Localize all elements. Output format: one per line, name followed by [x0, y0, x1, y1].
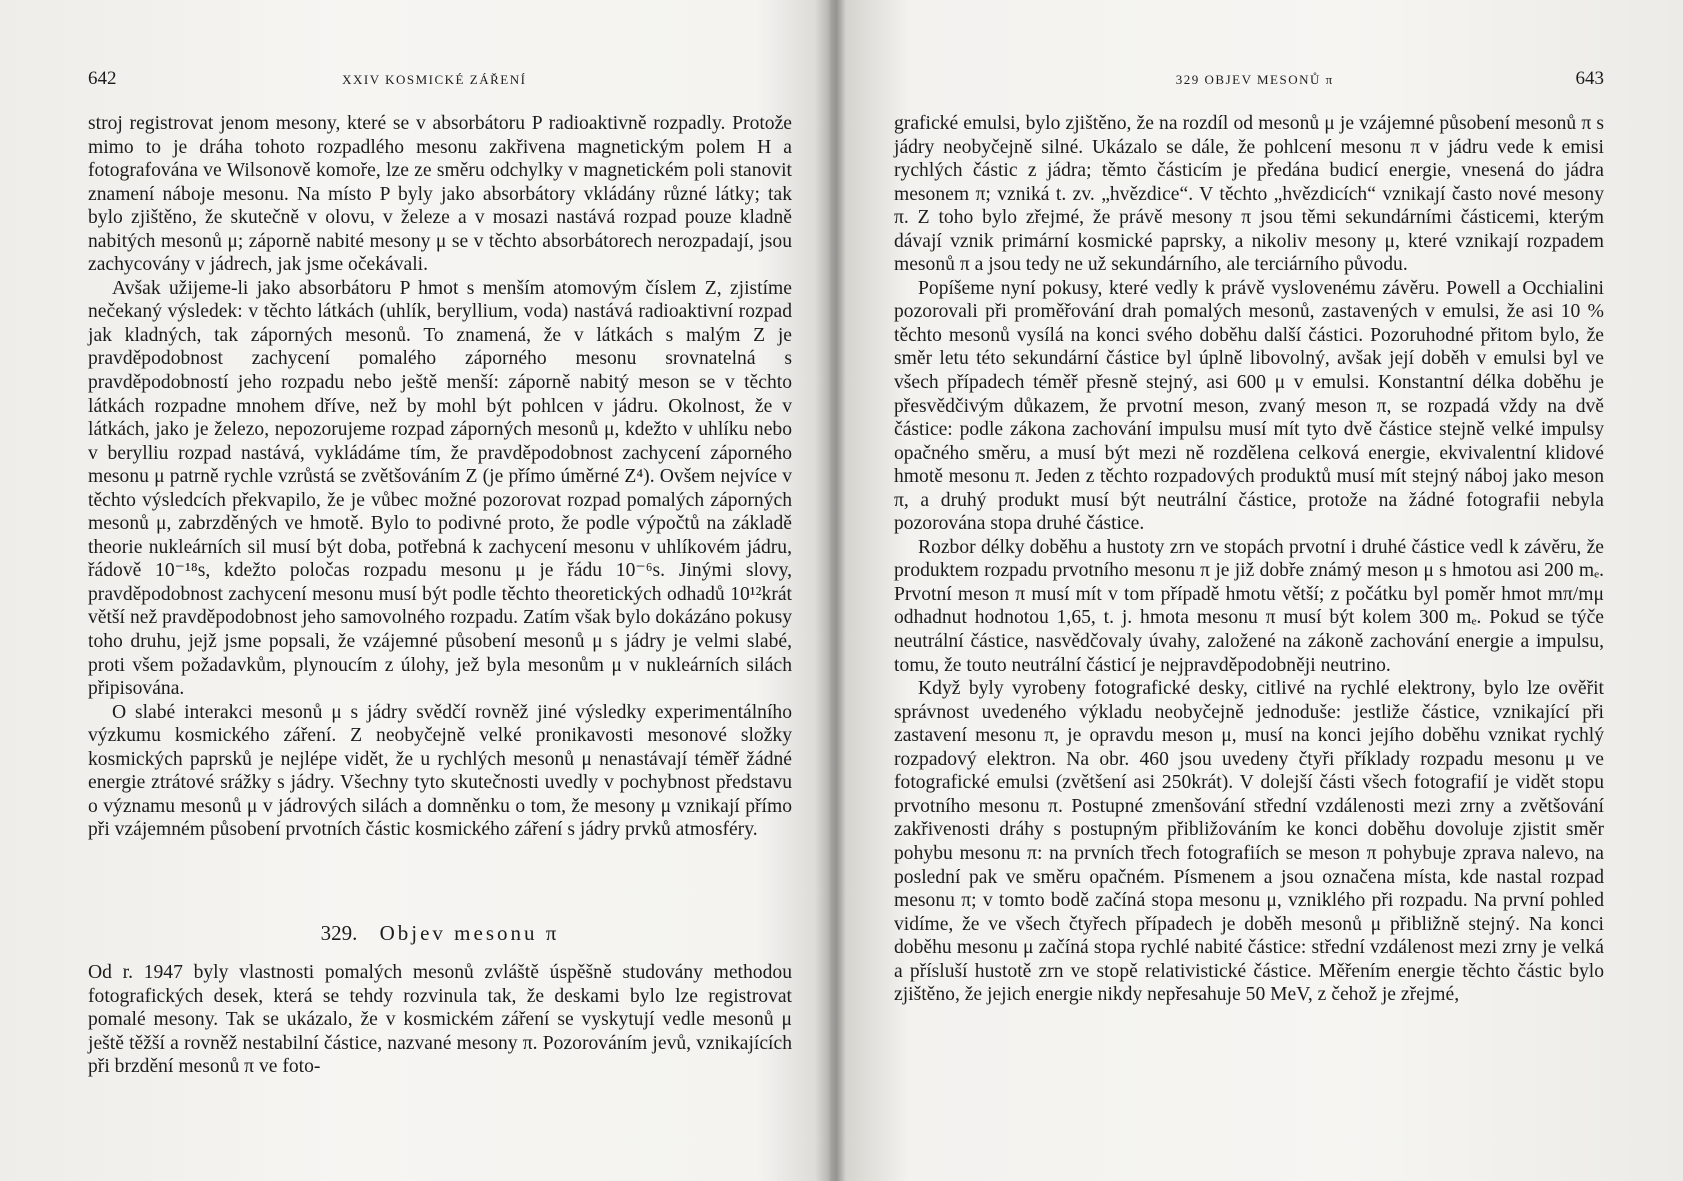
- right-body-text: [894, 112, 1604, 1007]
- left-page: [0, 0, 830, 1181]
- right-paragraph-1: grafické emulsi, bylo zjištěno, že na rozdíl od mesonů μ je vzájemné působení mesonů π s jádry neobyčejně silné. Ukázalo se dále, že pohlcení mesonu π v jádru vede k emisi rychlých částic z jádra; těmto částicím je předána budicí energie, vnesená do jádra mesonem π; vzniká t. zv. „hvězdice“. V těchto „hvězdicích“ vznikají často nové mesony π. Z toho bylo zřejmé, že právě mesony π jsou těmi sekundárními částicemi, kterým dávají vznik primární kosmické paprsky, a nikoliv mesony μ, které vznikají rozpadem mesonů π a jsou tedy ne už sekundárního, ale terciárního původu.: [894, 113, 1604, 276]
- left-paragraph-2: Avšak užijeme-li jako absorbátoru P hmot s menším atomovým číslem Z, zjistíme nečekaný výsledek: v těchto látkách (uhlík, beryllium, voda) nastává radioaktivní rozpad jak kladných, tak záporných mesonů. To znamená, že v látkách s malým Z je pravděpodobnost zachycení pomalého záporného mesonu srovnatelná s pravděpodobností jeho rozpadu nebo ještě menší: záporně nabitý meson se v těchto látkách rozpadne mnohem dříve, než by mohl být pohlcen v jádru. Okolnost, že v látkách, jako je železo, nepozorujeme rozpad záporných mesonů μ, kdežto v uhlíku nebo v berylliu rozpad nastává, vykládáme tím, že pravděpodobnost zachycení záporného mesonu μ patrně rychle vzrůstá se zvětšováním Z (je přímo úměrné Z⁴). Ovšem nejvíce v těchto výsledcích překvapilo, že je vůbec možné pozorovat rozpad pomalých záporných mesonů μ, zabrzděných ve hmotě. Bylo to podivné proto, že podle výpočtů na základě theorie nukleárních sil musí být doba, potřebná k zachycení mesonu v uhlíkovém jádru, řádově 10⁻¹⁸s, kdežto poločas rozpadu mesonu μ je řádu 10⁻⁶s. Jinými slovy, pravděpodobnost zachycení mesonu musí být podle těchto theoretických odhadů 10¹²krát větší než pravděpodobnost jeho samovolného rozpadu. Zatím však bylo dokázáno pokusy toho druhu, jejž jsme popsali, že vzájemné působení mesonů μ s jádry je velmi slabé, proti všem požadavkům, plynoucím z úlohy, jež byla mesonům μ v nukleárních silách připisována.: [88, 277, 792, 700]
- right-paragraph-2: Popíšeme nyní pokusy, které vedly k právě vyslovenému závěru. Powell a Occhialini pozorovali při proměřování drah pomalých mesonů, zastavených v emulsi, že asi 10 % těchto mesonů vysílá na konci svého doběhu další částici. Pozoruhodné přitom bylo, že směr letu této sekundární částice byl úplně libovolný, avšak její doběh v emulsi byl ve všech případech téměř přesně stejný, asi 600 μ v emulsi. Konstantní délka doběhu je přesvědčivým důkazem, že prvotní meson, zvaný meson π, se rozpadá vždy na dvě částice: podle zákona zachování impulsu musí mít tyto dvě částice stejně velké impulsy opačného směru, a musí být mezi ně rozdělena celková energie, ekvivalentní klidové hmotě mesonu π. Jeden z těchto rozpadových produktů musí mít stejný náboj jako meson π, a druhý produkt musí být neutrální částice, protože na žádné fotografii nebyla pozorována stopa druhé částice.: [894, 277, 1604, 535]
- section-title: Objev mesonu π: [379, 921, 560, 945]
- right-paragraph-4: Když byly vyrobeny fotografické desky, citlivé na rychlé elektrony, bylo lze ověřit správnost uvedeného výkladu neobyčejně jednoduše: jestliže částice, vznikající při zastavení mesonu π, je opravdu meson μ, musí na konci jejího doběhu vznikat rychlý rozpadový elektron. Na obr. 460 jsou uvedeny čtyři příklady rozpadu mesonu μ ve fotografické emulsi (zvětšení asi 250krát). V dolejší části všech fotografií je vidět stopu prvotního mesonu π. Postupné zmenšování střední vzdálenosti mezi zrny a zvětšování zakřivenosti dráhy s postupným přibližováním ke konci doběhu dovoluje zjistit směr pohybu mesonu π: na prvních třech fotografiích se meson π pohybuje zprava nalevo, na poslední pak ve směru opačném. Písmenem a jsou označena místa, kde nastal rozpad mesonu π; v tomto bodě začíná stopa mesonu μ, vzniklého při rozpadu. Na první pohled vidíme, že ve všech čtyřech případech je doběh mesonů μ přibližně stejný. Na konci doběhu mesonu μ začíná stopa rychlé nabité částice: střední vzdálenost mezi zrny je velká a přísluší hustotě zrn ve stopě relativistické částice. Měřením energie těchto částic bylo zjištěno, že jejich energie nikdy nepřesahuje 50 MeV, z čehož je zřejmé,: [894, 678, 1604, 1006]
- right-paragraph-3: Rozbor délky doběhu a hustoty zrn ve stopách prvotní i druhé částice vedl k závěru, že produktem rozpadu prvotního mesonu π je již dobře známý meson μ s hmotou asi 200 mₑ. Prvotní meson π musí mít v tom případě hmotu větší; z počátku byl poměr hmot mπ/mμ odhadnut hodnotou 1,65, t. j. hmota mesonu π musí být kolem 300 mₑ. Pokud se týče neutrální částice, nasvědčovaly úvahy, založené na zákoně zachování energie a impulsu, tomu, že touto neutrální částicí je nejpravděpodobněji neutrino.: [894, 536, 1604, 676]
- left-paragraph-1: stroj registrovat jenom mesony, které se v absorbátoru P radioaktivně rozpadly. Protože mimo to je dráha tohoto rozpadlého mesonu zakřivena magnetickým polem H a fotografována ve Wilsonově komoře, lze ze směru odchylky v magnetickém poli stanovit znamení náboje mesonu. Na místo P byly jako absorbátory vkládány různé látky; tak bylo zjištěno, že skutečně v olovu, v železe a v mosazi nastává rozpad pouze kladně nabitých mesonů μ; záporně nabité mesony μ se v těchto absorbátorech nerozpadají, jsou zachycovány v jádrech, jak jsme očekávali.: [88, 113, 792, 276]
- left-section-body: [88, 961, 792, 1079]
- section-number: 329.: [320, 921, 358, 945]
- right-running-head: [894, 68, 1604, 92]
- left-page-number: 642: [88, 68, 117, 89]
- left-running-head: [88, 68, 792, 92]
- left-section-paragraph-1: Od r. 1947 byly vlastnosti pomalých mesonů zvláště úspěšně studovány methodou fotografických desek, která se tehdy rozvinula tak, že deskami bylo lze registrovat pomalé mesony. Tak se ukázalo, že v kosmickém záření se vyskytují vedle mesonů μ ještě těžší a rovněž nestabilní částice, nazvané mesony π. Pozorováním jevů, vznikajících při brzdění mesonů π ve foto-: [88, 962, 792, 1078]
- left-running-title: XXIV KOSMICKÉ ZÁŘENÍ: [342, 72, 527, 87]
- left-paragraph-3: O slabé interakci mesonů μ s jádry svědčí rovněž jiné výsledky experimentálního výzkumu kosmického záření. Z neobyčejně velké pronikavosti mesonové složky kosmických paprsků je nejlépe vidět, že u rychlých mesonů μ nenastávají téměř žádné energie ztrátové srážky s jádry. Všechny tyto skutečnosti uvedly v pochybnost představu o významu mesonů μ v jádrových silách a domněnku o tom, že mesony μ vznikají přímo při vzájemném působení prvotních částic kosmického záření s jádry prvků atmosféry.: [88, 701, 792, 841]
- right-page-number: 643: [1575, 68, 1604, 89]
- left-body-text: [88, 112, 792, 842]
- right-running-title: 329 OBJEV MESONŮ π: [1175, 72, 1334, 87]
- right-page: [836, 0, 1683, 1181]
- section-heading: [88, 921, 792, 946]
